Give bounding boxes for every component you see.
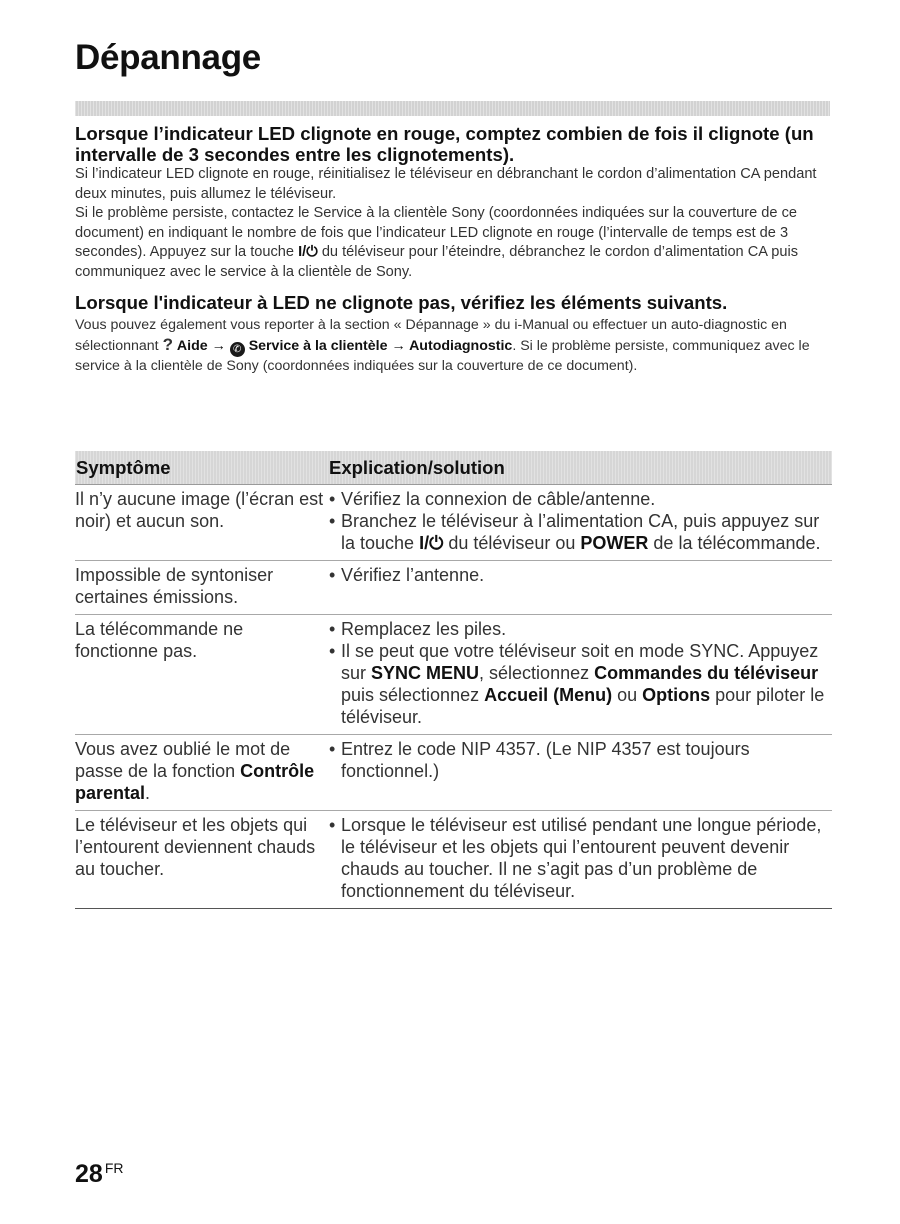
- table-row: [75, 735, 832, 811]
- solution-bullet: • Vérifiez l’antenne.: [328, 564, 832, 586]
- sync-menu-label: SYNC MENU: [371, 663, 480, 683]
- parental-control-label: Contrôle parental: [75, 761, 315, 803]
- symptom-text: .: [145, 783, 151, 803]
- column-header-symptom: Symptôme: [76, 456, 171, 478]
- table-row: [75, 485, 832, 561]
- customer-service-icon: ✆: [230, 342, 245, 357]
- language-code: FR: [104, 1160, 124, 1176]
- home-menu-label: Accueil (Menu): [484, 685, 613, 705]
- solution-cell: [328, 618, 832, 728]
- solution-cell: [328, 564, 832, 608]
- solution-cell: [328, 814, 832, 902]
- symptom-cell: Il n’y aucune image (l’écran est noir) et aucun son.: [75, 489, 324, 531]
- power-button-label: POWER: [580, 533, 649, 553]
- bullet-text: puis sélectionnez: [341, 685, 485, 705]
- led-not-blinking-section: [75, 292, 835, 377]
- arrow-icon: →: [207, 338, 230, 355]
- help-icon: ?: [162, 335, 173, 355]
- solution-bullet: • Lorsque le téléviseur est utilisé pendant une longue période, le téléviseur et les objets qui l’entourent peuvent devenir chauds au toucher. Il ne s’agit pas d’un problème de fonctionnement du téléviseur.: [328, 814, 832, 902]
- paragraph-text: du téléviseur pour l’éteindre, débranchez le cordon d’alimentation CA puis communiquez avec le service à la clientèle de Sony.: [75, 244, 799, 280]
- section-paragraph: [75, 165, 835, 282]
- solution-bullet: • Vérifiez la connexion de câble/antenne.: [328, 488, 832, 510]
- section-heading-led-blinking: Lorsque l’indicateur LED clignote en rouge, comptez combien de fois il clignote (un intervalle de 3 secondes entre les clignotements).: [75, 123, 814, 165]
- symptom-cell: [75, 738, 328, 804]
- solution-bullet: [328, 640, 832, 728]
- options-label: Options: [642, 685, 711, 705]
- solution-bullet: • Entrez le code NIP 4357. (Le NIP 4357 est toujours fonctionnel.): [328, 738, 832, 782]
- paragraph-text: . Si le problème persiste, communiquez avec le service à la clientèle de Sony (coordonnées indiquées sur la couverture de ce document).: [75, 338, 810, 375]
- tv-controls-label: Commandes du téléviseur: [594, 663, 819, 683]
- bullet-text: , sélectionnez: [479, 663, 595, 683]
- arrow-icon: →: [387, 338, 410, 355]
- column-header-solution: Explication/solution: [329, 456, 505, 478]
- paragraph-text: Si l’indicateur LED clignote en rouge, réinitialisez le téléviseur en débranchant le cordon d’alimentation CA pendant deux minutes, puis allumez le téléviseur.: [75, 166, 817, 202]
- symptom-cell: La télécommande ne fonctionne pas.: [75, 619, 244, 661]
- table-row: [75, 811, 832, 909]
- section-paragraph: [75, 316, 835, 377]
- page-number: [75, 1160, 123, 1189]
- page-title: Dépannage: [75, 38, 261, 77]
- page-number-value: 28: [75, 1160, 103, 1188]
- bullet-text: de la télécommande.: [648, 533, 821, 553]
- intro-content: [75, 123, 835, 377]
- troubleshooting-table: [75, 451, 832, 909]
- title-rule: [75, 101, 830, 116]
- led-blinking-section: [75, 123, 835, 282]
- autodiagnostic-menu-label: Autodiagnostic: [409, 338, 513, 355]
- table-row: [75, 561, 832, 615]
- help-menu-label: Aide: [176, 338, 208, 355]
- solution-cell: [328, 488, 832, 554]
- paragraph-text: Vous pouvez également vous reporter à la section « Dépannage » du i-Manual ou effectuer un auto-diagnostic en sélectionnant: [75, 317, 787, 355]
- customer-service-menu-label: Service à la clientèle: [248, 338, 388, 355]
- solution-cell: [328, 738, 832, 804]
- bullet-text: Il se peut que votre téléviseur soit en mode SYNC. Appuyez sur: [341, 641, 819, 683]
- bullet-text: Branchez le téléviseur à l’alimentation CA, puis appuyez sur la touche: [341, 511, 820, 553]
- bullet-text: ou: [612, 685, 643, 705]
- bullet-text: du téléviseur ou: [443, 533, 581, 553]
- solution-bullet: • Remplacez les piles.: [328, 618, 832, 640]
- power-key-label: I/⏻: [298, 244, 318, 260]
- bullet-text: pour piloter le téléviseur.: [341, 685, 825, 727]
- table-header: [75, 451, 832, 485]
- table-row: [75, 615, 832, 735]
- solution-bullet: [328, 510, 832, 554]
- paragraph-text: Si le problème persiste, contactez le Service à la clientèle Sony (coordonnées indiquées sur la couverture de ce document) en indiquant le nombre de fois que l’indicateur LED clignote en rouge (l’intervalle de temps est de 3 secondes). Appuyez sur la touche: [75, 205, 797, 260]
- section-heading-led-not-blinking: Lorsque l'indicateur à LED ne clignote pas, vérifiez les éléments suivants.: [75, 292, 728, 313]
- symptom-text: Vous avez oublié le mot de passe de la fonction: [75, 739, 291, 781]
- symptom-cell: Le téléviseur et les objets qui l’entourent deviennent chauds au toucher.: [75, 815, 316, 879]
- power-key-label: I/⏻: [419, 533, 444, 553]
- symptom-cell: Impossible de syntoniser certaines émissions.: [75, 565, 274, 607]
